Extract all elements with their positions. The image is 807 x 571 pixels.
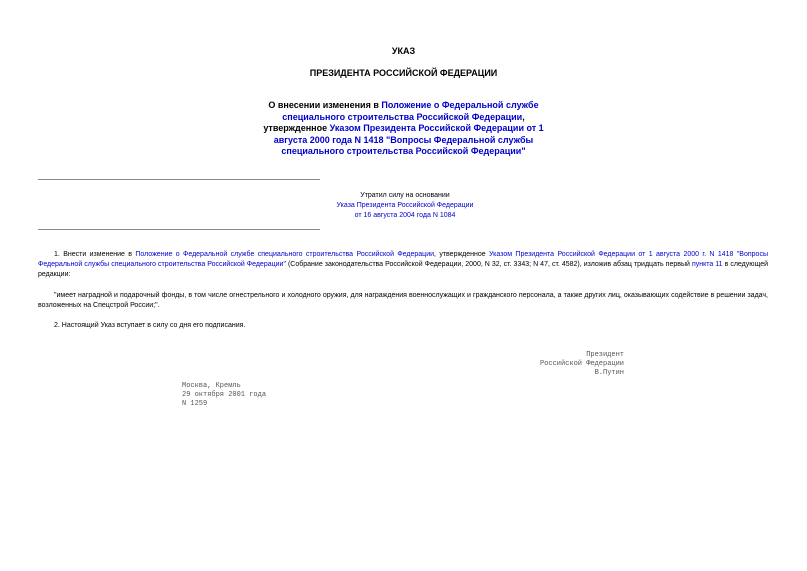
- issuer-title: ПРЕЗИДЕНТА РОССИЙСКОЙ ФЕДЕРАЦИИ: [309, 68, 498, 78]
- subject-prefix: О внесении изменения в: [268, 100, 382, 110]
- place-date-block: [182, 382, 302, 409]
- status-link-date[interactable]: от 16 августа 2004 года N 1084: [354, 212, 456, 219]
- subject-link-regulation[interactable]: Положение о Федеральной службе специального строительства Российской Федерации: [282, 100, 539, 122]
- document-type-title: УКАЗ: [391, 46, 416, 56]
- p1-mid2: (Собрание законодательства Российской Федерации, 2000, N 32, ст. 3343; N 47, ст. 4582), изложив абзац тридцать первый: [285, 261, 692, 268]
- status-note: [300, 191, 510, 221]
- p1-mid: , утвержденное: [434, 251, 490, 258]
- p1-link-regulation[interactable]: Положение о Федеральной службе специального строительства Российской Федерации: [135, 251, 435, 258]
- divider-top: [38, 179, 320, 180]
- status-text: Утратил силу на основании: [360, 192, 450, 199]
- status-link-decree[interactable]: Указа Президента Российской Федерации: [336, 202, 474, 209]
- subject-link-decree[interactable]: Указом Президента Российской Федерации от 1 августа 2000 года N 1418 "Вопросы Федеральной службы специального строительства Российской Федерации": [273, 123, 544, 156]
- p1-link-item[interactable]: пункта 11: [691, 261, 723, 268]
- paragraph-2: "имеет наградной и подарочный фонды, в том числе огнестрельного и холодного оружия, для награждения военнослужащих и гражданского персонала, а также других лиц, оказывающих содействие в решении задач, возложенных на Спецстрой России;".: [38, 292, 768, 309]
- place-location: Москва, Кремль: [182, 382, 241, 390]
- signature-block: [520, 351, 624, 378]
- p1-suffix: в следующей редакции:: [38, 261, 768, 278]
- signature-position: Президент: [586, 351, 624, 359]
- subject-mid: , утвержденное: [263, 111, 525, 133]
- document-subject: [250, 100, 557, 158]
- signature-country: Российской Федерации: [539, 360, 624, 368]
- place-date: 29 октября 2001 года: [182, 391, 267, 399]
- divider-bottom: [38, 229, 320, 230]
- place-number: N 1259: [182, 400, 208, 408]
- p1-link-decree[interactable]: Указом Президента Российской Федерации от 1 августа 2000 г. N 1418 "Вопросы Федеральной службы специального строительства Российской Федерации": [38, 251, 768, 268]
- paragraph-1: [38, 250, 768, 280]
- paragraph-3: 2. Настоящий Указ вступает в силу со дня его подписания.: [54, 322, 246, 329]
- p1-prefix: 1. Внести изменение в: [54, 251, 136, 258]
- signature-name: В.Путин: [594, 369, 624, 377]
